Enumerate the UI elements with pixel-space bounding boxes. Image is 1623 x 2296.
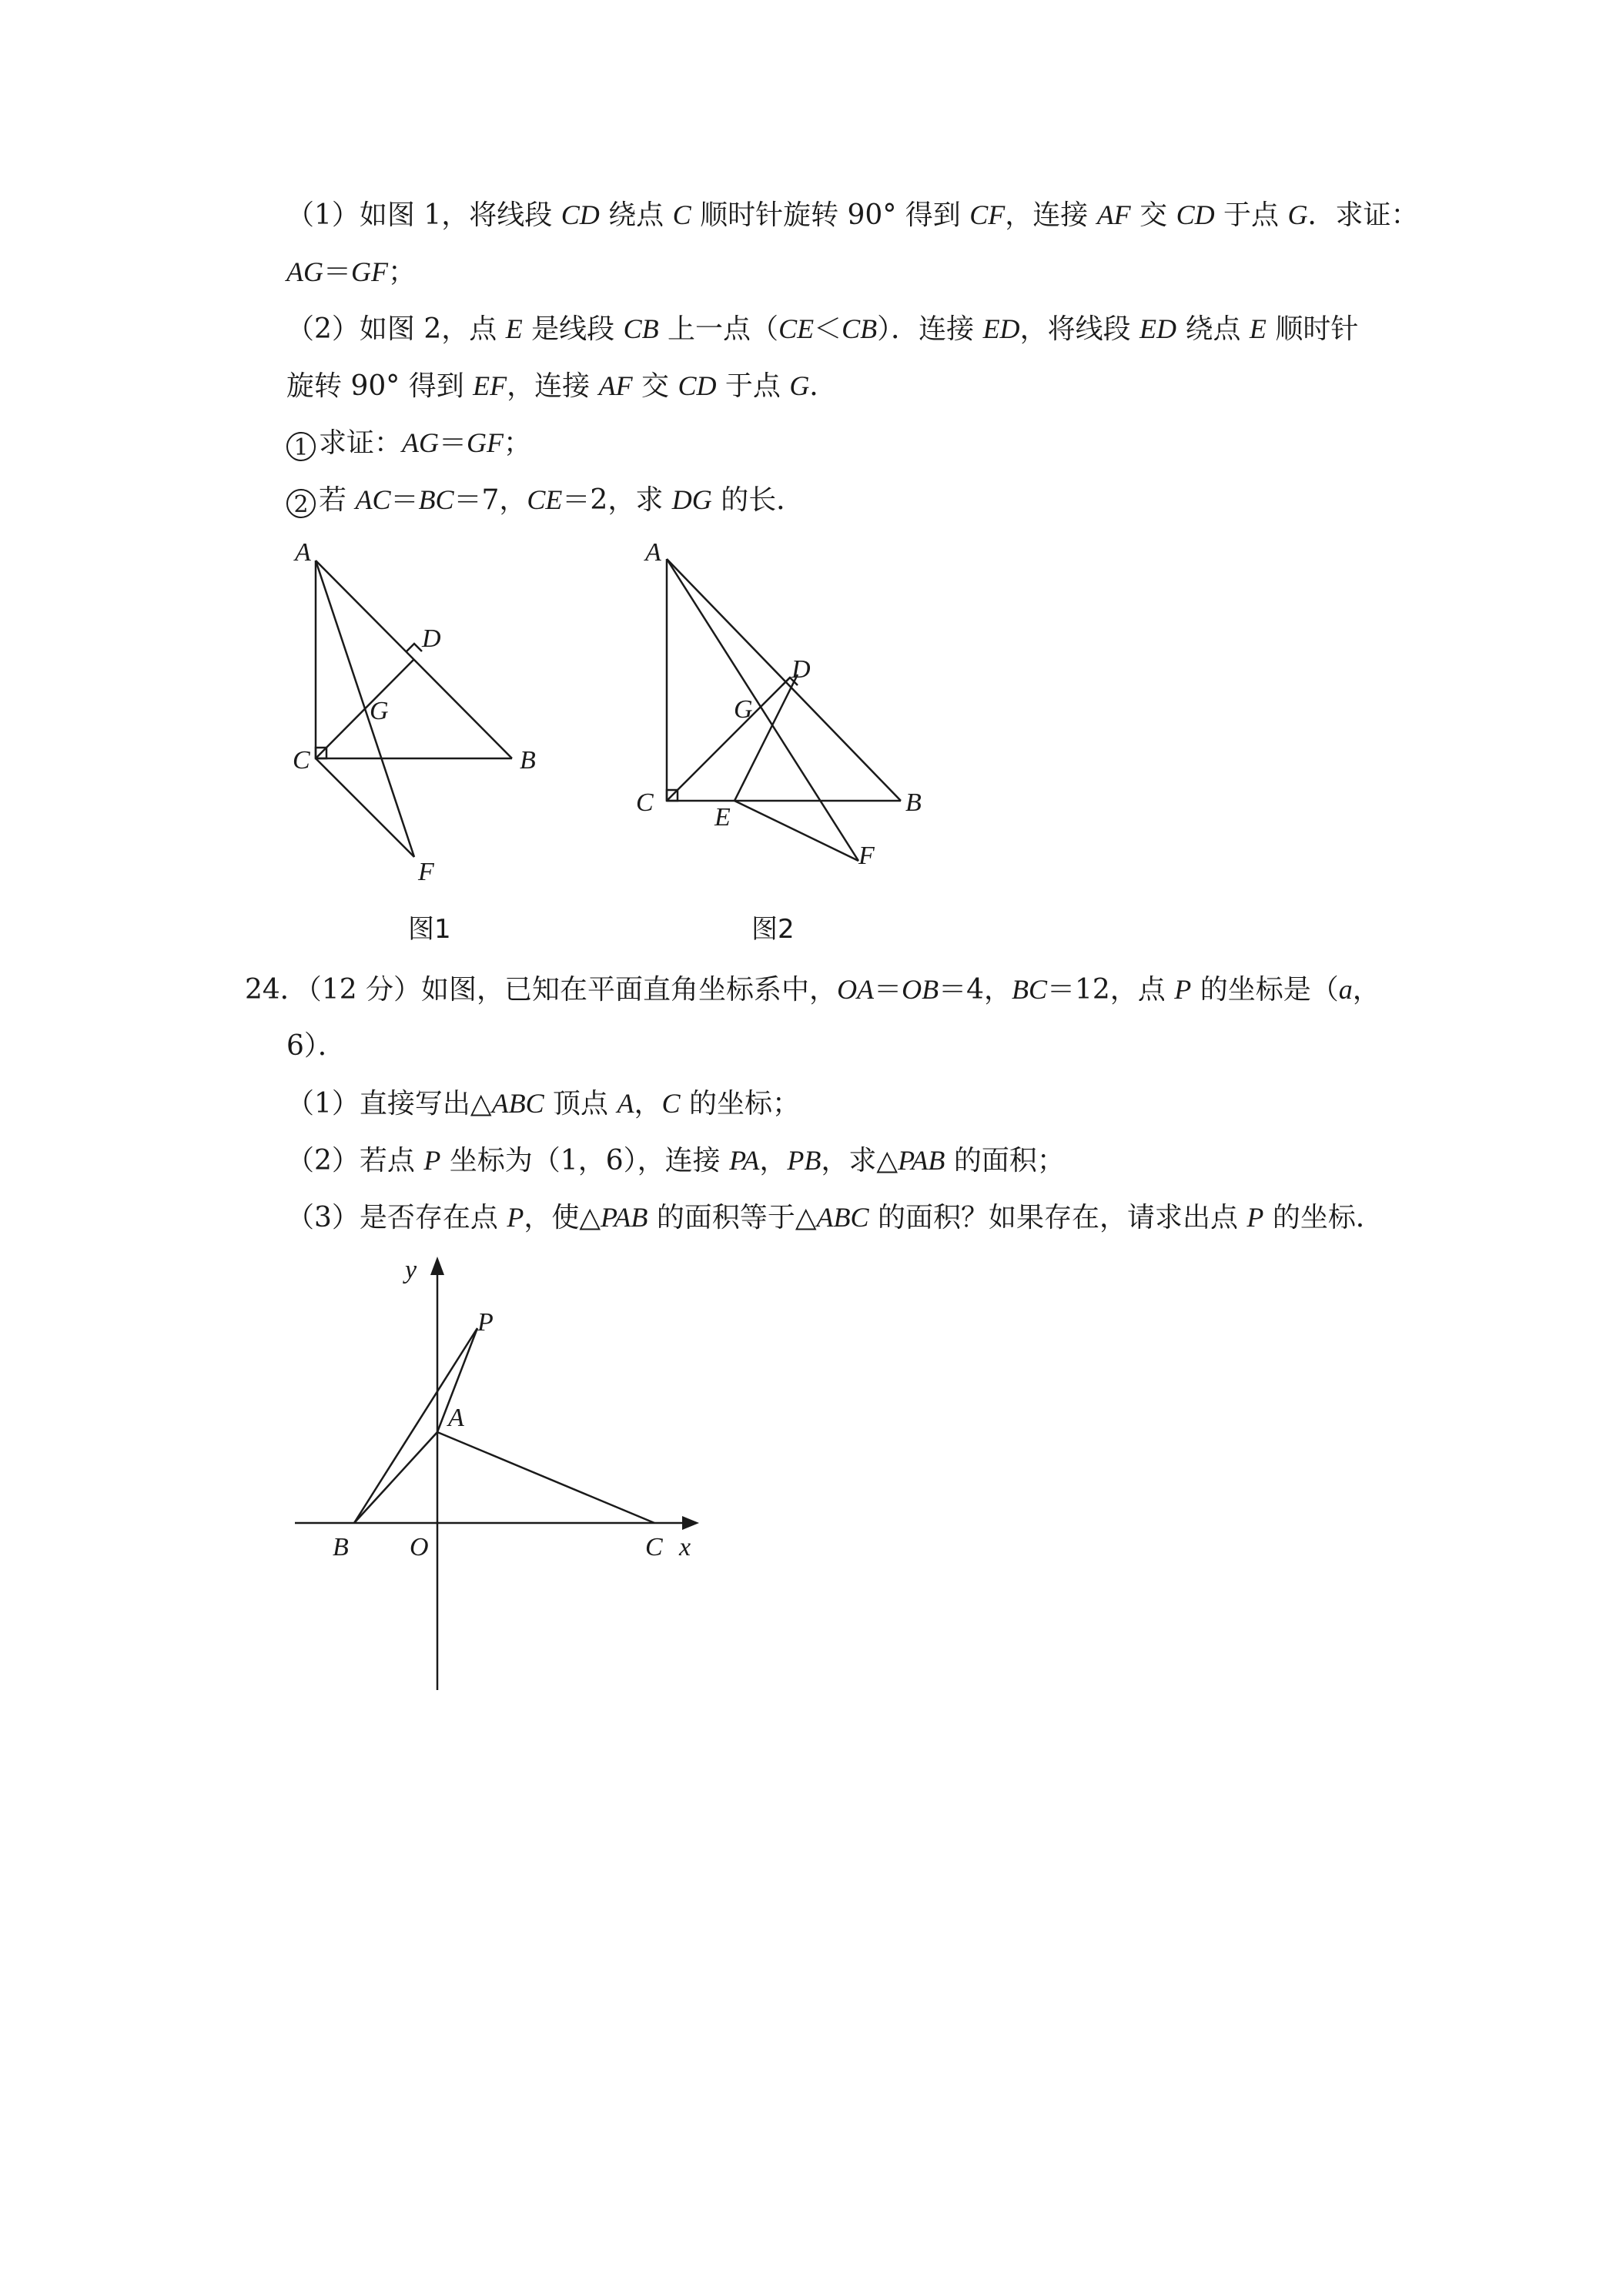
fig2-label-F: F <box>858 842 875 870</box>
fig2-label-E: E <box>714 803 731 832</box>
label-x: x <box>679 1533 691 1561</box>
q23-part1-line1: （1）如图 1，将线段 CD 绕点 C 顺时针旋转 90° 得到 CF，连接 AF 交 CD 于点 G．求证： <box>286 199 1419 231</box>
fig2-label-G: G <box>734 695 753 724</box>
label-B: B <box>333 1533 349 1561</box>
label-y: y <box>405 1256 417 1284</box>
fig2-label-A: A <box>645 538 661 567</box>
segment-AC <box>437 1432 654 1523</box>
x-axis-arrow-icon <box>682 1516 699 1530</box>
fig2-label-C: C <box>636 788 654 817</box>
q24-part2: （2）若点 P 坐标为（1，6），连接 PA，PB，求△PAB 的面积； <box>286 1145 1065 1176</box>
q24-heading-line1: 24．（12 分）如图，已知在平面直角坐标系中，OA＝OB＝4，BC＝12，点 P 的坐标是（a， <box>245 974 1380 1006</box>
fig1-label-D: D <box>422 624 441 653</box>
fig2-label-D: D <box>791 655 811 684</box>
q24-part1: （1）直接写出△ABC 顶点 A，C 的坐标； <box>286 1088 800 1120</box>
q23-part2-line2: 旋转 90° 得到 EF，连接 AF 交 CD 于点 G． <box>286 370 838 402</box>
label-O: O <box>410 1533 429 1561</box>
fig1-caption: 图1 <box>408 914 451 945</box>
q24-part3: （3）是否存在点 P，使△PAB 的面积等于△ABC 的面积？如果存在，请求出点 P 的坐标． <box>286 1202 1384 1233</box>
q23-subitem-2: 2 若 AC＝BC＝7，CE＝2，求 DG 的长． <box>286 482 804 518</box>
label-C: C <box>645 1533 663 1561</box>
fig1-label-C: C <box>293 746 310 775</box>
fig1-label-G: G <box>370 697 389 725</box>
circled-number-2: 2 <box>286 489 316 518</box>
y-axis-arrow-icon <box>430 1257 444 1275</box>
fig1-label-B: B <box>520 746 536 775</box>
fig2-label-B: B <box>905 788 922 817</box>
q24-heading-line2: 6）． <box>286 1030 346 1062</box>
circled-number-1: 1 <box>286 432 316 461</box>
label-A: A <box>448 1404 464 1432</box>
q23-part1-line2: AG＝GF； <box>286 256 417 288</box>
fig1-label-F: F <box>418 858 434 886</box>
q23-part2-line1: （2）如图 2，点 E 是线段 CB 上一点（CE＜CB）．连接 ED，将线段 ED 绕点 E 顺时针 <box>286 313 1359 345</box>
q23-subitem-1: 1 求证：AG＝GF； <box>286 425 531 461</box>
segment-AB <box>354 1432 437 1523</box>
fig1-label-A: A <box>295 538 311 567</box>
fig2-caption: 图2 <box>751 914 795 945</box>
label-P: P <box>477 1308 494 1337</box>
